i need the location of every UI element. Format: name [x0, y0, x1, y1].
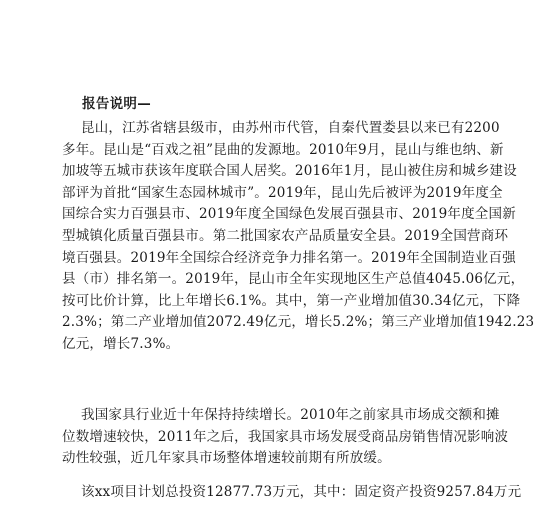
paragraph-line: 型城镇化质量百强县市。第二批国家农产品质量安全县。2019全国营商环: [62, 227, 509, 244]
page-bottom-edge: [0, 508, 500, 517]
paragraph-line: 加坡等五城市获该年度联合国人居奖。2016年1月，昆山被住房和城乡建设: [62, 163, 517, 180]
report-heading: 报告说明—: [82, 96, 151, 112]
paragraph-line: 境百强县。2019年全国综合经济竞争力排名第一。2019年全国制造业百强: [62, 249, 516, 266]
paragraph-line: 我国家具行业近十年保持持续增长。2010年之前家具市场成交额和摊: [81, 407, 500, 423]
paragraph-line: 按可比价计算，比上年增长6.1%。其中，第一产业增加值30.34亿元，下降: [62, 292, 521, 309]
paragraph-line: 2.3%；第二产业增加值2072.49亿元，增长5.2%；第三产业增加值1942.23: [62, 314, 534, 331]
paragraph-kunshan-overview: [62, 118, 534, 356]
paragraph-line: 国综合实力百强县市、2019年度全国绿色发展百强县市、2019年度全国新: [62, 206, 516, 223]
paragraph-line: 该xx项目计划总投资12877.73万元，其中：固定资产投资9257.84万元: [81, 484, 522, 500]
paragraph-furniture-industry: [62, 405, 509, 470]
paragraph-line: 动性较强，近几年家具市场整体增速较前期有所放缓。: [62, 450, 391, 467]
paragraph-line: 位数增速较快，2011年之后，我国家具市场发展受商品房销售情况影响波: [62, 428, 509, 445]
paragraph-line: 部评为首批“国家生态园林城市”。2019年，昆山先后被评为2019年度全: [62, 184, 503, 201]
paragraph-investment: [62, 482, 522, 504]
paragraph-line: 多年。昆山是“百戏之祖”昆曲的发源地。2010年9月，昆山与维也纳、新: [62, 141, 504, 158]
paragraph-line: 县（市）排名第一。2019年，昆山市全年实现地区生产总值4045.06亿元，: [62, 271, 525, 288]
paragraph-line: 昆山，江苏省辖县级市，由苏州市代管，自秦代置娄县以来已有2200: [81, 120, 500, 136]
paragraph-line: 亿元，增长7.3%。: [62, 335, 180, 352]
